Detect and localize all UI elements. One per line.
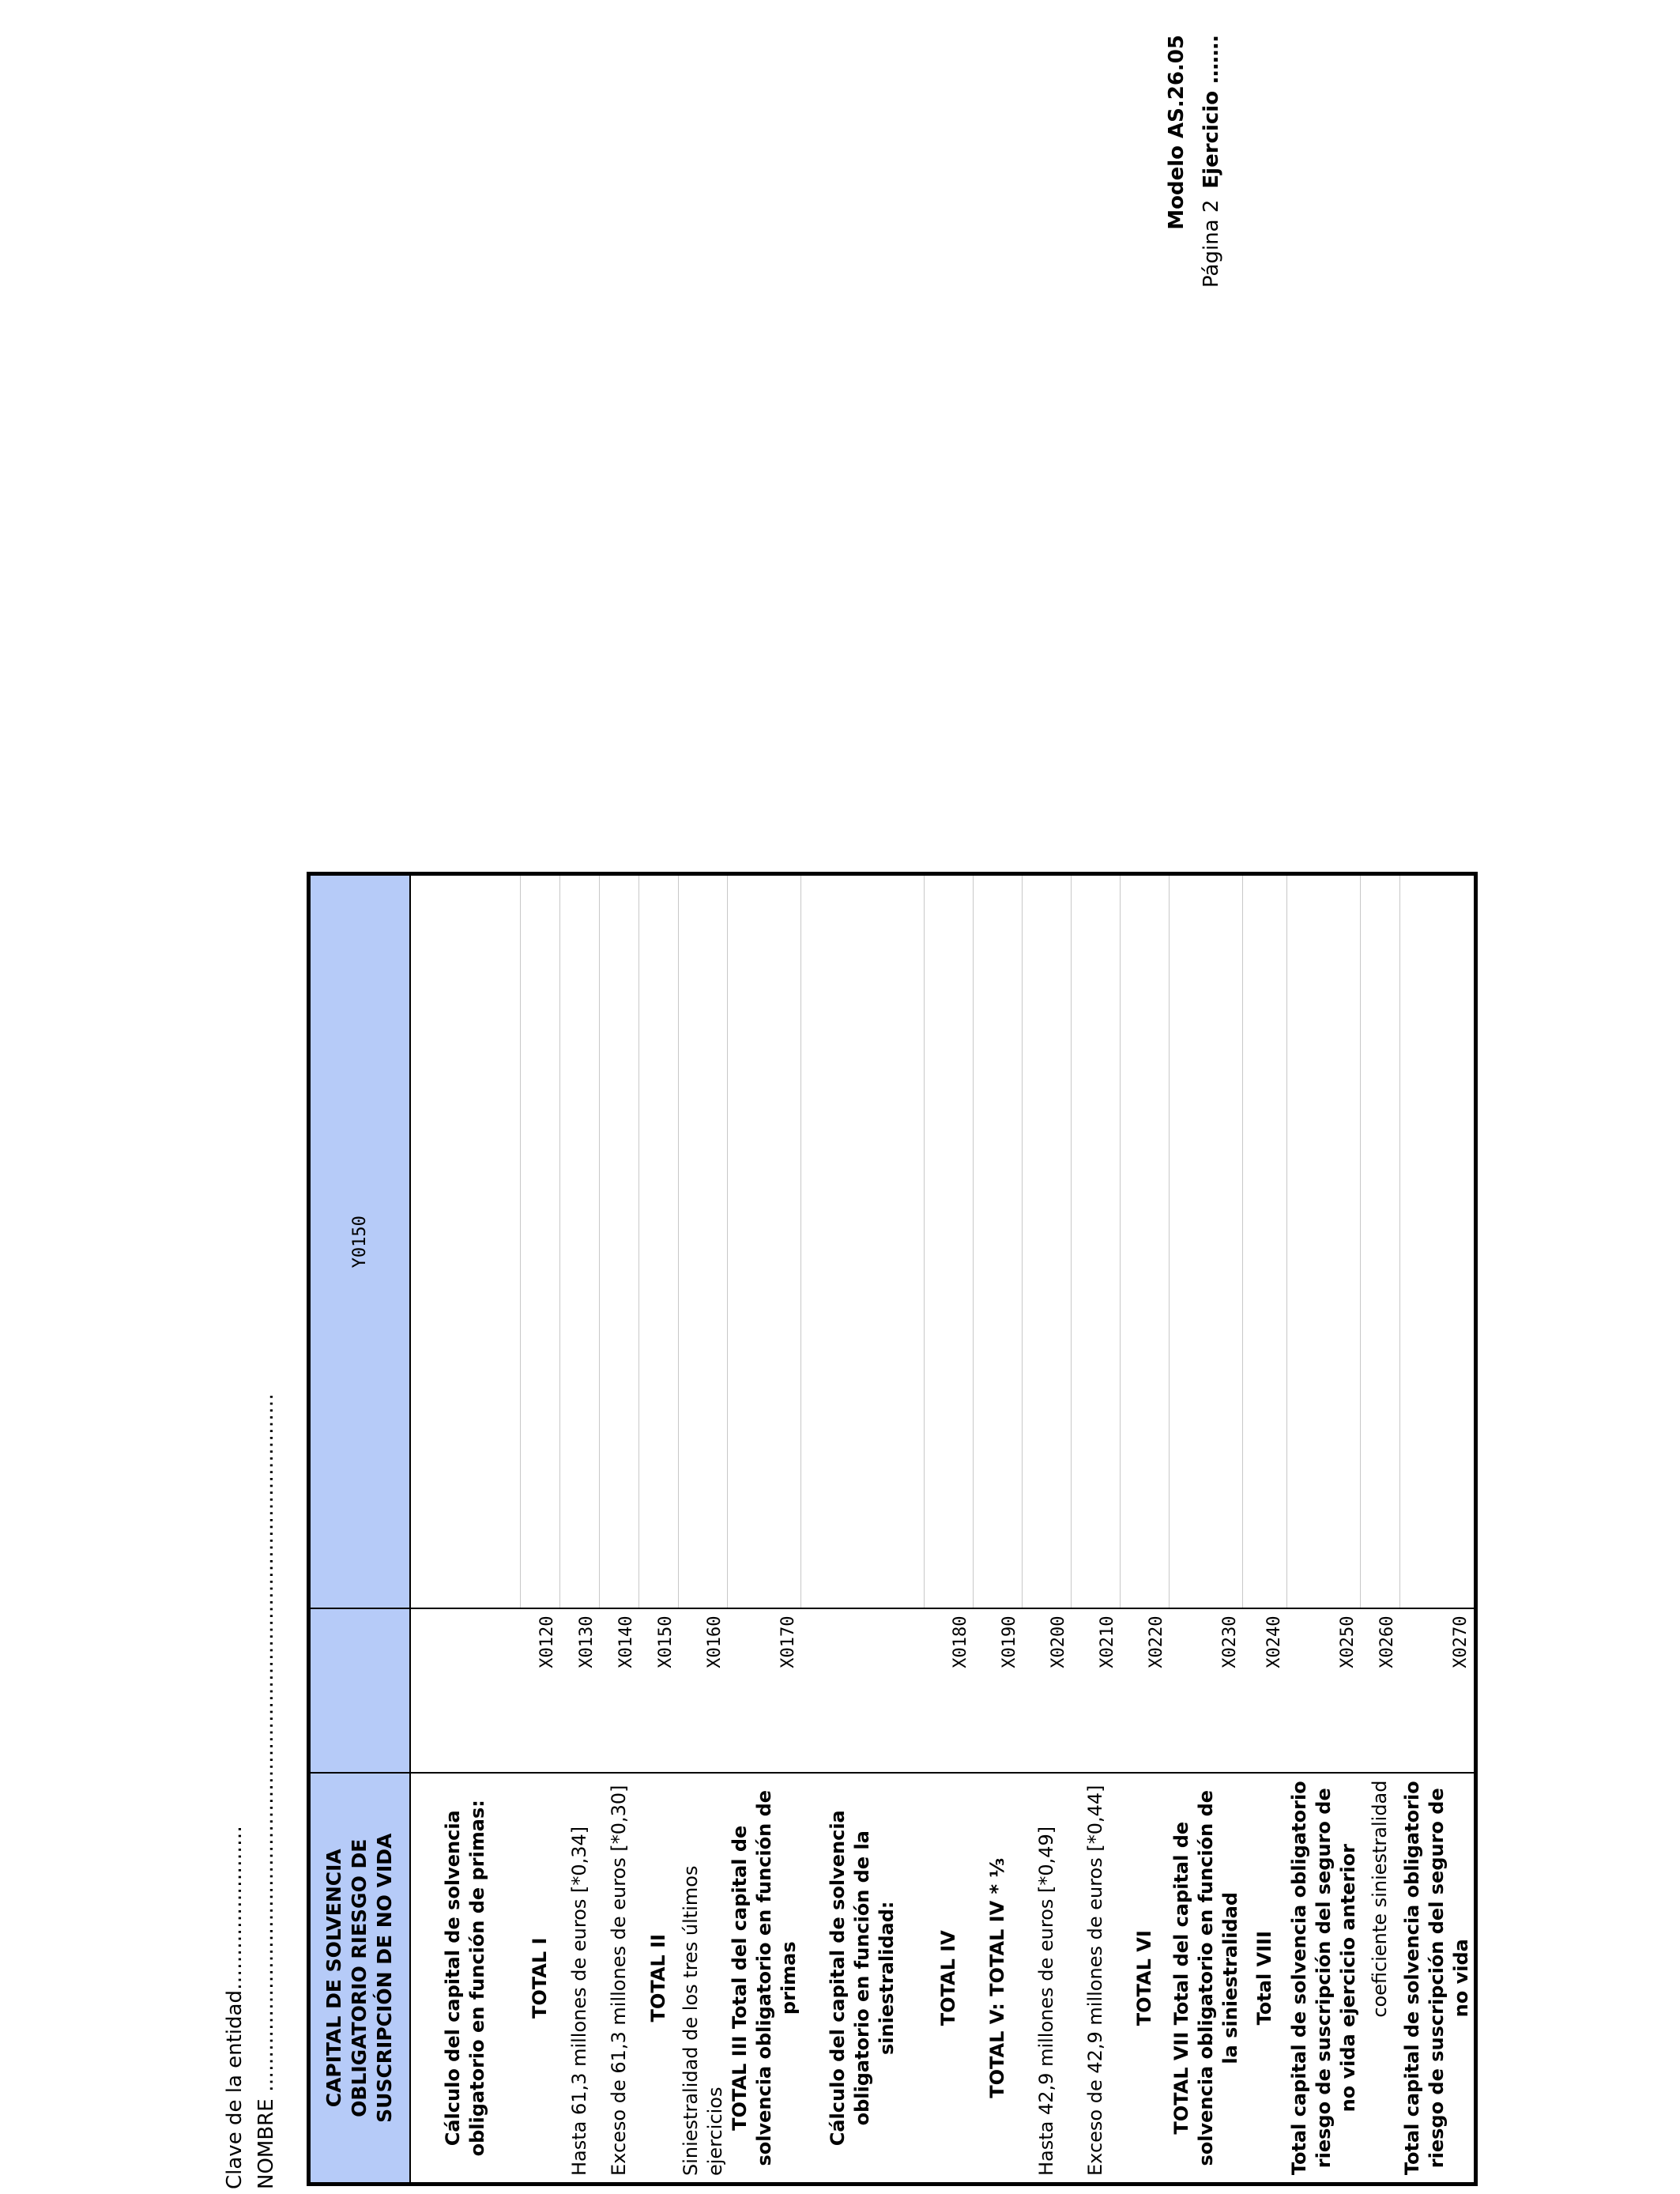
row-label: Hasta 61,3 millones de euros [*0,34] [568, 1826, 590, 2176]
row-code: X0160 [679, 1608, 728, 1773]
row-code: X0240 [1243, 1608, 1287, 1773]
solvency-capital-table [307, 872, 1478, 2186]
row-value-input[interactable] [728, 873, 801, 1608]
row-value-input[interactable] [521, 873, 560, 1608]
row-value-input[interactable] [560, 873, 600, 1608]
row-code: X0180 [925, 1608, 974, 1773]
entity-name-line: NOMBRE ………………………………………………………………………………………… [254, 1393, 278, 2189]
table-row [1243, 873, 1287, 2184]
table-row [1121, 873, 1170, 2184]
row-label: Total capital de solvencia obligatorio riesgo de suscripción del seguro de no vida [1400, 1781, 1472, 2176]
row-value-input[interactable] [1361, 873, 1400, 1608]
row-value-input[interactable] [974, 873, 1023, 1608]
row-code: X0220 [1121, 1608, 1170, 1773]
row-value-input[interactable] [410, 873, 521, 1608]
table-row [679, 873, 728, 2184]
row-label: Exceso de 42,9 millones de euros [*0,44] [1084, 1785, 1106, 2176]
row-value-input[interactable] [679, 873, 728, 1608]
row-code [801, 1608, 925, 1773]
row-code: X0150 [639, 1608, 679, 1773]
row-code: X0260 [1361, 1608, 1400, 1773]
row-label: TOTAL IV [937, 1930, 959, 2026]
row-label: TOTAL I [529, 1937, 551, 2019]
row-label: TOTAL III Total del capital de solvencia obligatorio en función de primas [728, 1789, 800, 2166]
row-value-input[interactable] [801, 873, 925, 1608]
table-row [1361, 873, 1400, 2184]
row-value-input[interactable] [1072, 873, 1121, 1608]
table-row [560, 873, 600, 2184]
table-row [600, 873, 639, 2184]
row-label: Siniestralidad de los tres últimos ejercicios [679, 1865, 726, 2176]
row-code: X0120 [521, 1608, 560, 1773]
code-header-cell [309, 1608, 410, 1773]
table-row [521, 873, 560, 2184]
row-label: Total VIII [1253, 1931, 1275, 2026]
exercise-label: Ejercicio ……. [1200, 35, 1223, 189]
row-value-input[interactable] [1287, 873, 1361, 1608]
row-code: X0210 [1072, 1608, 1121, 1773]
table-row [925, 873, 974, 2184]
row-label: TOTAL II [647, 1934, 669, 2022]
table-row [801, 873, 925, 2184]
table-row [1287, 873, 1361, 2184]
row-value-input[interactable] [925, 873, 974, 1608]
row-value-input[interactable] [600, 873, 639, 1608]
row-label: coeficiente siniestralidad [1369, 1780, 1391, 2018]
row-label: TOTAL VI [1133, 1930, 1155, 2026]
row-code [410, 1608, 521, 1773]
row-label: Cálculo del capital de solvencia obligatorio en función de primas: [442, 1800, 488, 2157]
row-code: X0190 [974, 1608, 1023, 1773]
page-exercise-line [1200, 35, 1223, 343]
table-row [1072, 873, 1121, 2184]
table-title: CAPITAL DE SOLVENCIA OBLIGATORIO RIESGO DE SUSCRIPCIÓN DE NO VIDA [309, 1773, 410, 2184]
table-row [410, 873, 521, 2184]
table-row [728, 873, 801, 2184]
row-value-input[interactable] [1121, 873, 1170, 1608]
row-code: X0140 [600, 1608, 639, 1773]
row-label: Total capital de solvencia obligatorio riesgo de suscripción del seguro de no vida ejercicio anterior [1287, 1781, 1359, 2176]
row-label: TOTAL V: TOTAL IV * ⅓ [986, 1857, 1008, 2098]
row-code: X0200 [1023, 1608, 1072, 1773]
table-row [1170, 873, 1243, 2184]
table-row [1400, 873, 1476, 2184]
model-code: Modelo AS.26.05 [1165, 35, 1188, 230]
row-code: X0170 [728, 1608, 801, 1773]
table-header-row [309, 873, 410, 2184]
row-label: TOTAL VII Total del capital de solvencia obligatorio en función de la siniestralidad [1170, 1789, 1241, 2166]
row-code: X0230 [1170, 1608, 1243, 1773]
table-row [974, 873, 1023, 2184]
table-row [1023, 873, 1072, 2184]
row-value-input[interactable] [1400, 873, 1476, 1608]
row-value-input[interactable] [1023, 873, 1072, 1608]
row-label: Exceso de 61,3 millones de euros [*0,30] [608, 1785, 630, 2176]
row-value-input[interactable] [1243, 873, 1287, 1608]
table-row [639, 873, 679, 2184]
column-code-header: Y0150 [309, 873, 410, 1608]
row-value-input[interactable] [1170, 873, 1243, 1608]
row-code: X0250 [1287, 1608, 1361, 1773]
row-label: Cálculo del capital de solvencia obligatorio en función de la siniestralidad: [827, 1810, 898, 2147]
row-value-input[interactable] [639, 873, 679, 1608]
row-code: X0270 [1400, 1608, 1476, 1773]
row-label: Hasta 42,9 millones de euros [*0,49] [1035, 1826, 1057, 2176]
row-code: X0130 [560, 1608, 600, 1773]
page-number: Página 2 [1200, 199, 1223, 288]
entity-key-line: Clave de la entidad…………………… [223, 1826, 247, 2189]
